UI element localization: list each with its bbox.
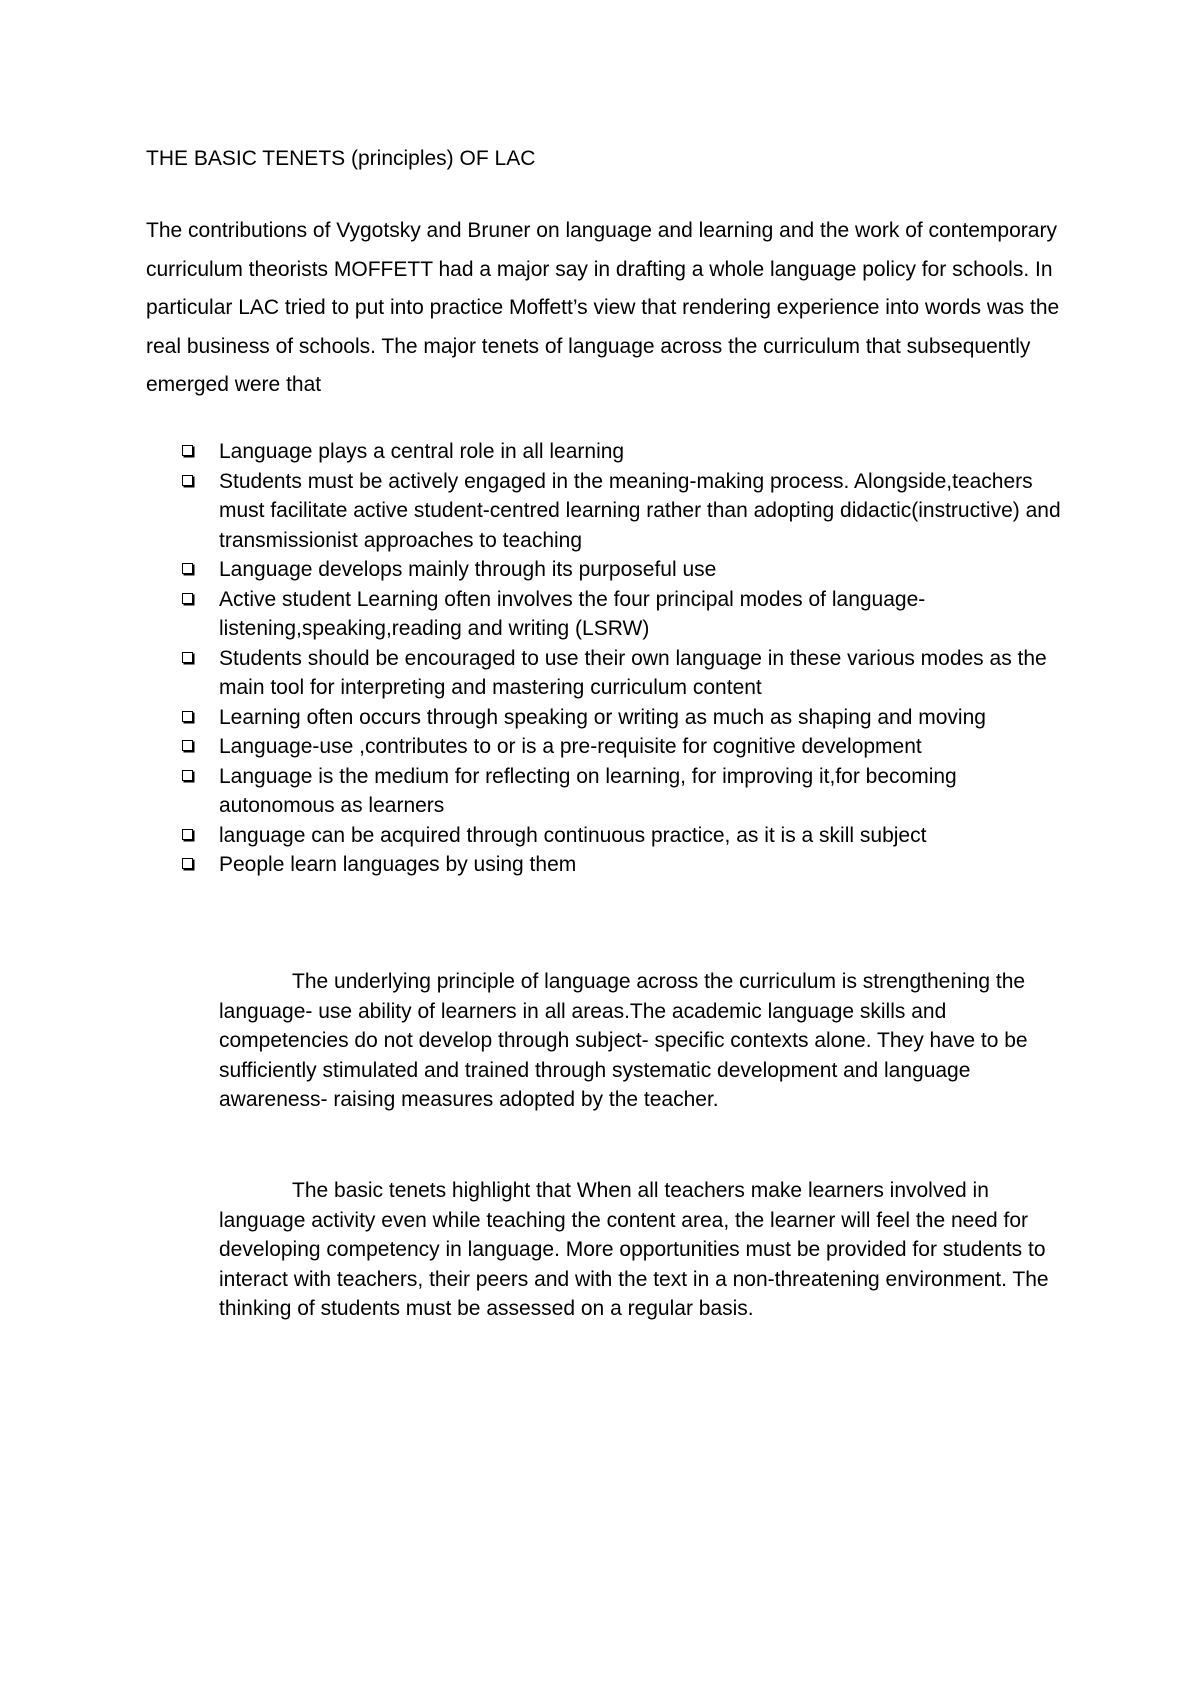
list-item <box>182 762 1062 821</box>
list-item <box>182 585 1062 644</box>
intro-paragraph: The contributions of Vygotsky and Bruner on language and learning and the work of contemporary curriculum theorists MOFFETT had a major say in drafting a whole language policy for schools. In particular LAC tried to put into practice Moffett’s view that rendering experience into words was the real business of schools. The major tenets of language across the curriculum that subsequently emerged were that <box>146 219 1060 396</box>
checkbox-bullet-icon <box>182 740 193 751</box>
list-item <box>182 555 1062 585</box>
list-item <box>182 644 1062 703</box>
checkbox-bullet-icon <box>182 475 193 486</box>
checkbox-bullet-icon <box>182 829 193 840</box>
list-item <box>182 703 1062 733</box>
list-item <box>182 821 1062 851</box>
list-item <box>182 732 1062 762</box>
list-item-text: Active student Learning often involves the four principal modes of language-listening,speaking,reading and writing (LSRW) <box>219 587 926 640</box>
checkbox-bullet-icon <box>182 652 193 663</box>
checkbox-bullet-icon <box>182 770 193 781</box>
underlying-principle-paragraph: The underlying principle of language across the curriculum is strengthening the language- use ability of learners in all areas.The academic language skills and competencies do not develop through subject- specific contexts alone. They have to be sufficiently stimulated and trained through systematic development and language awareness- raising measures adopted by the teacher. <box>219 970 1028 1111</box>
checkbox-bullet-icon <box>182 858 193 869</box>
list-item-text: Students must be actively engaged in the meaning-making process. Alongside,teachers must facilitate active student-centred learning rather than adopting didactic(instructive) and transmissionist approaches to teaching <box>219 469 1061 552</box>
list-item-text: language can be acquired through continuous practice, as it is a skill subject <box>219 823 927 847</box>
checkbox-bullet-icon <box>182 445 193 456</box>
list-item <box>182 437 1062 467</box>
list-item-text: Students should be encouraged to use their own language in these various modes as the main tool for interpreting and mastering curriculum content <box>219 646 1047 699</box>
list-item-text: Learning often occurs through speaking or writing as much as shaping and moving <box>219 705 986 729</box>
list-item-text: Language is the medium for reflecting on learning, for improving it,for becoming autonomous as learners <box>219 764 957 817</box>
basic-tenets-paragraph: The basic tenets highlight that When all teachers make learners involved in language activity even while teaching the content area, the learner will feel the need for developing competency in language. More opportunities must be provided for students to interact with teachers, their peers and with the text in a non-threatening environment. The thinking of students must be assessed on a regular basis. <box>219 1179 1049 1320</box>
checkbox-bullet-icon <box>182 711 193 722</box>
checkbox-bullet-icon <box>182 563 193 574</box>
list-item-text: Language develops mainly through its purposeful use <box>219 558 717 581</box>
list-item-text: People learn languages by using them <box>219 853 577 876</box>
tenets-list <box>182 437 1062 880</box>
list-item <box>182 850 1062 880</box>
checkbox-bullet-icon <box>182 593 193 604</box>
list-item-text: Language plays a central role in all learning <box>219 440 625 463</box>
document-title: THE BASIC TENETS (principles) OF LAC <box>146 147 536 170</box>
list-item-text: Language-use ,contributes to or is a pre-requisite for cognitive development <box>219 735 922 758</box>
list-item <box>182 467 1062 556</box>
